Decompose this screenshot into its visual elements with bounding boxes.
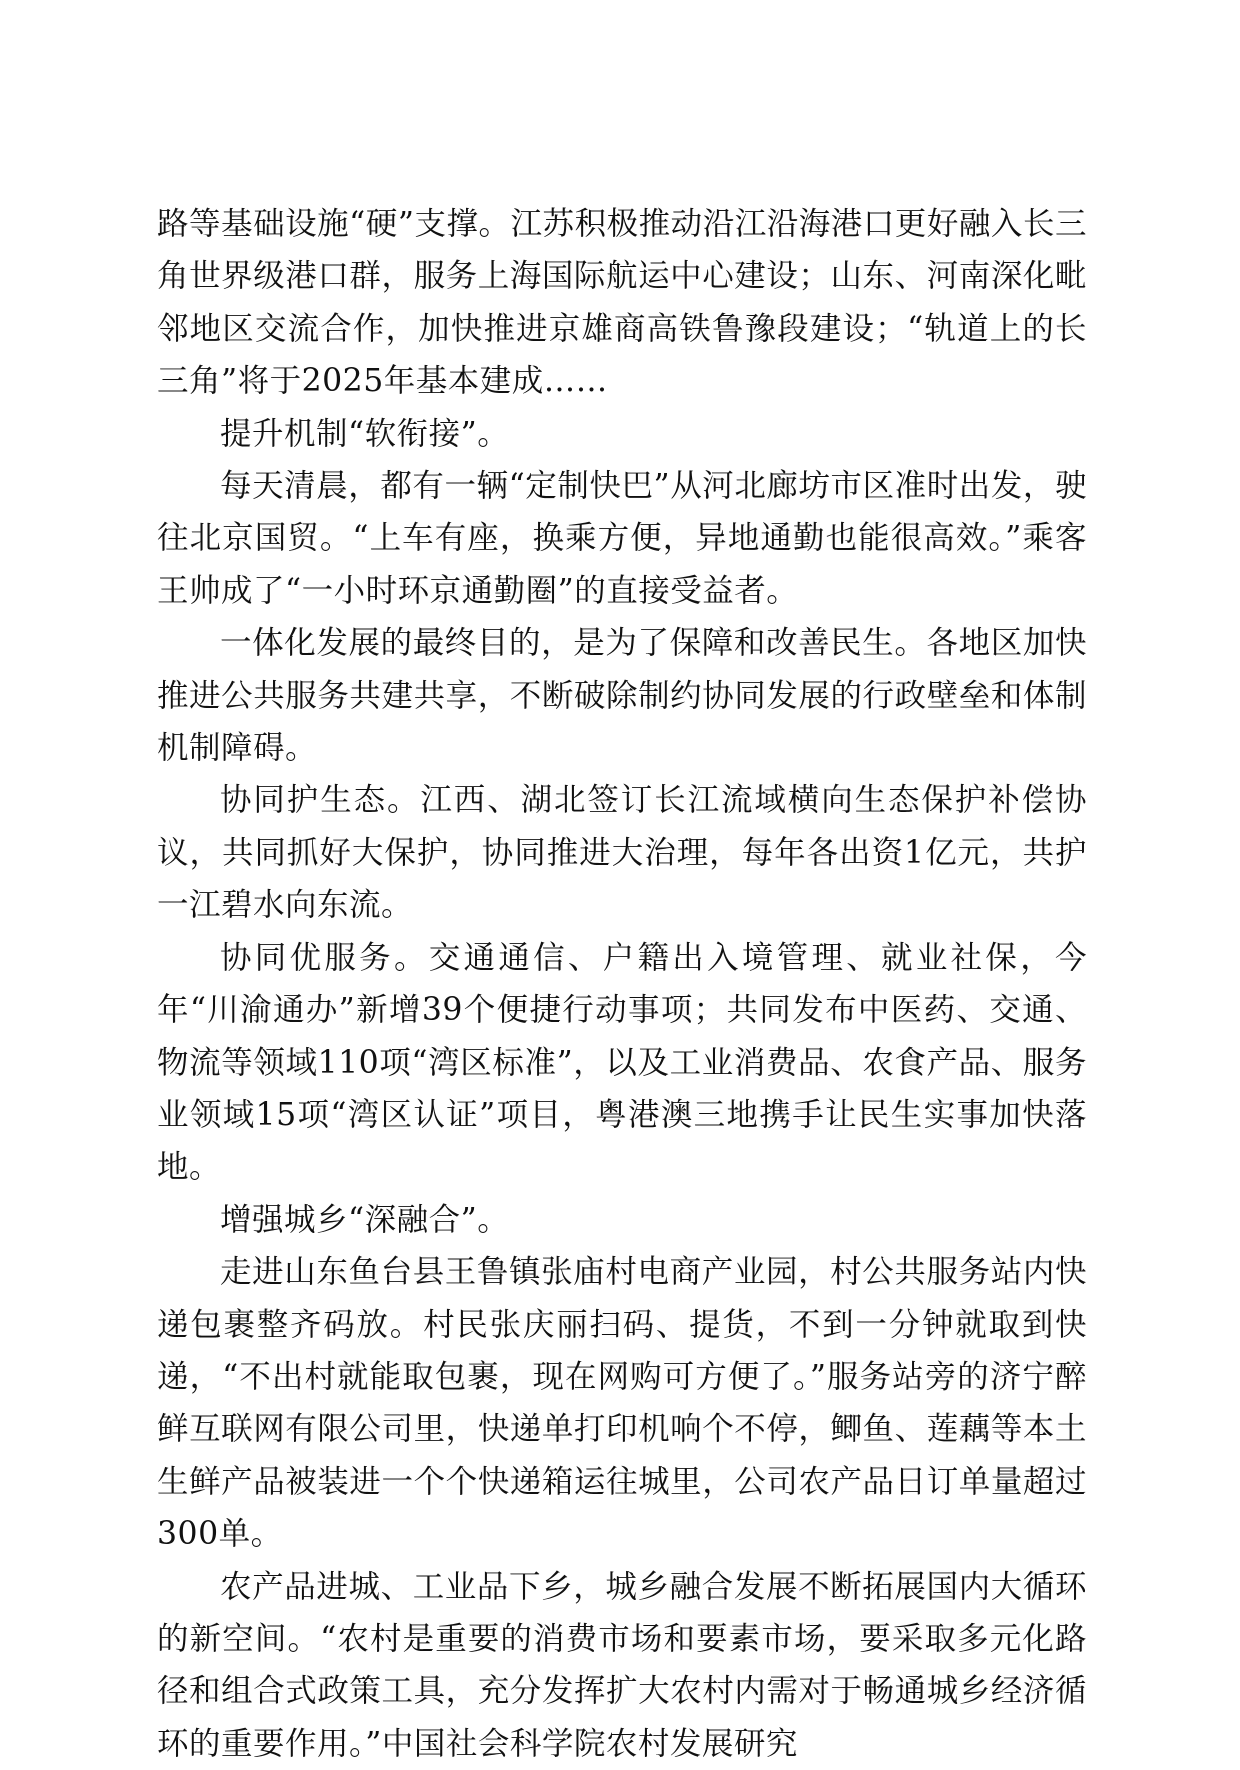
paragraph-7-heading: 增强城乡“深融合”。 [220,1201,510,1238]
paragraph-9: 农产品进城、工业品下乡，城乡融合发展不断拓展国内大循环的新空间。“农村是重要的消费市场和要素市场，要采取多元化路径和组合式政策工具，充分发挥扩大农村内需对于畅通城乡经济循环的重要作用。”中国社会科学院农村发展研究 [157,1568,1087,1762]
paragraph-6: 协同优服务。交通通信、户籍出入境管理、就业社保，今年“川渝通办”新增39个便捷行动事项；共同发布中医药、交通、物流等领域110项“湾区标准”，以及工业消费品、农食产品、服务业领域15项“湾区认证”项目，粤港澳三地携手让民生实事加快落地。 [157,939,1087,1186]
paragraph-8: 走进山东鱼台县王鲁镇张庙村电商产业园，村公共服务站内快递包裹整齐码放。村民张庆丽扫码、提货，不到一分钟就取到快递，“不出村就能取包裹，现在网购可方便了。”服务站旁的济宁醉鲜互联网有限公司里，快递单打印机响个不停，鲫鱼、莲藕等本土生鲜产品被装进一个个快递箱运往城里，公司农产品日订单量超过300单。 [157,1254,1087,1553]
paragraph-5: 协同护生态。江西、湖北签订长江流域横向生态保护补偿协议，共同抓好大保护，协同推进大治理，每年各出资1亿元，共护一江碧水向东流。 [157,782,1087,924]
paragraph-1: 路等基础设施“硬”支撑。江苏积极推动沿江沿海港口更好融入长三角世界级港口群，服务上海国际航运中心建设；山东、河南深化毗邻地区交流合作，加快推进京雄商高铁鲁豫段建设；“轨道上的长三角”将于2025年基本建成…… [157,206,1087,400]
paragraph-3: 每天清晨，都有一辆“定制快巴”从河北廊坊市区准时出发，驶往北京国贸。“上车有座，换乘方便，异地通勤也能很高效。”乘客王帅成了“一小时环京通勤圈”的直接受益者。 [157,468,1087,609]
article-body [157,198,1087,1770]
paragraph-2-heading: 提升机制“软衔接”。 [220,415,510,452]
paragraph-4: 一体化发展的最终目的，是为了保障和改善民生。各地区加快推进公共服务共建共享，不断破除制约协同发展的行政壁垒和体制机制障碍。 [157,625,1087,767]
